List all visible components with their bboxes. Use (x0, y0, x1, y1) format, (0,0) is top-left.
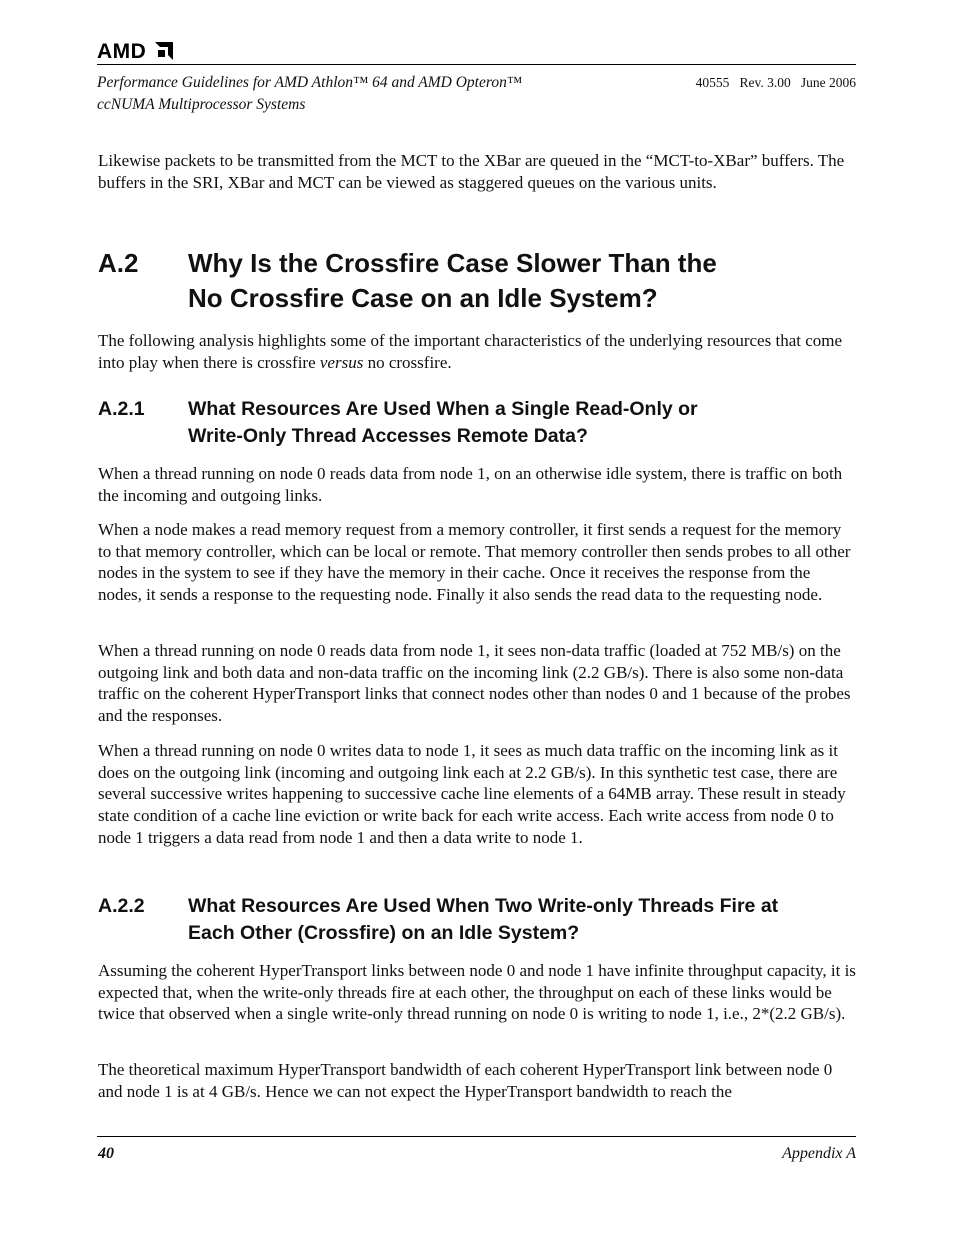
section-a2-paragraph: The following analysis highlights some of the important characteristics of the underlying resources that come into play when there is crossfire versus no crossfire. (98, 331, 843, 372)
footer-section: Appendix A (782, 1145, 856, 1162)
section-a21-paragraph-1: When a thread running on node 0 reads data from node 1, on an otherwise idle system, there is traffic on both the incoming and outgoing links. (98, 464, 843, 505)
document-revision-info (696, 74, 856, 92)
intro-paragraph: Likewise packets to be transmitted from the MCT to the XBar are queued in the “MCT-to-XBar” buffers. The buffers in the SRI, XBar and MCT can be viewed as staggered queues on the various units. (98, 151, 845, 192)
section-a21-paragraph-3: When a thread running on node 0 reads data from node 1, it sees non-data traffic (loaded at 752 MB/s) on the outgoing link and both data and non-data traffic on the incoming link (2.2 GB/s). There is also some non-data traffic on the coherent HyperTransport links that connect nodes other than nodes 0 and 1 because of the probes and the responses. (98, 641, 851, 726)
document-title (97, 72, 617, 115)
doc-number: 40555 (695, 75, 730, 90)
page-number: 40 (98, 1145, 114, 1162)
section-a2-title-line-2: No Crossfire Case on an Idle System? (188, 283, 658, 313)
document-title-line-1: Performance Guidelines for AMD Athlon™ 64 and AMD Opteron™ (97, 74, 523, 91)
section-a22-title-line-2: Each Other (Crossfire) on an Idle System? (188, 922, 580, 944)
section-a22-paragraph-2: The theoretical maximum HyperTransport bandwidth of each coherent HyperTransport link between node 0 and node 1 is at 4 GB/s. Hence we can not expect the HyperTransport bandwidth to reach the (98, 1060, 833, 1101)
header-rule (97, 64, 856, 65)
revision: Rev. 3.00 (739, 75, 791, 90)
emphasis-versus: versus (319, 352, 364, 372)
amd-arrow-icon (155, 42, 173, 60)
amd-logo-text: AMD (97, 40, 147, 63)
section-a21-title-line-2: Write-Only Thread Accesses Remote Data? (188, 425, 588, 447)
section-a21-number: A.2.1 (98, 398, 145, 420)
section-a21-paragraph-2: When a node makes a read memory request from a memory controller, it first sends a request for the memory to that memory controller, which can be local or remote. That memory controller then sends probes to all other nodes in the system to see if they have the memory in their cache. Once it receives the response from the nodes, it sends a response to the requesting node. Finally it also sends the read data to the requesting node. (98, 520, 851, 605)
footer-rule (97, 1136, 856, 1137)
document-title-line-2: ccNUMA Multiprocessor Systems (97, 95, 306, 113)
section-a21-paragraph-4: When a thread running on node 0 writes data to node 1, it sees as much data traffic on the incoming link as it does on the outgoing link (incoming and outgoing link each at 2.2 GB/s). In this synthetic test case, there are several successive writes happening to successive cache line elements of a 64MB array. These result in steady state condition of a cache line eviction or write back for each write access. Each write access from node 0 to node 1 triggers a data read from node 1 and then a data write to node 1. (98, 741, 846, 847)
section-a21-title-line-1: What Resources Are Used When a Single Read-Only or (188, 398, 698, 420)
section-a22-title-line-1: What Resources Are Used When Two Write-only Threads Fire at (188, 895, 779, 917)
section-a22-number: A.2.2 (98, 895, 145, 917)
section-a2-number: A.2 (98, 248, 139, 278)
section-a2-title-line-1: Why Is the Crossfire Case Slower Than the (188, 248, 717, 278)
revision-date: June 2006 (800, 75, 856, 90)
section-a22-paragraph-1: Assuming the coherent HyperTransport links between node 0 and node 1 have infinite throughput capacity, it is expected that, when the write-only threads fire at each other, the throughput on each of these links would be twice that observed when a single write-only thread running on node 0 is writing to node 1, i.e., 2*(2.2 GB/s). (98, 961, 856, 1024)
amd-logo (97, 40, 177, 64)
